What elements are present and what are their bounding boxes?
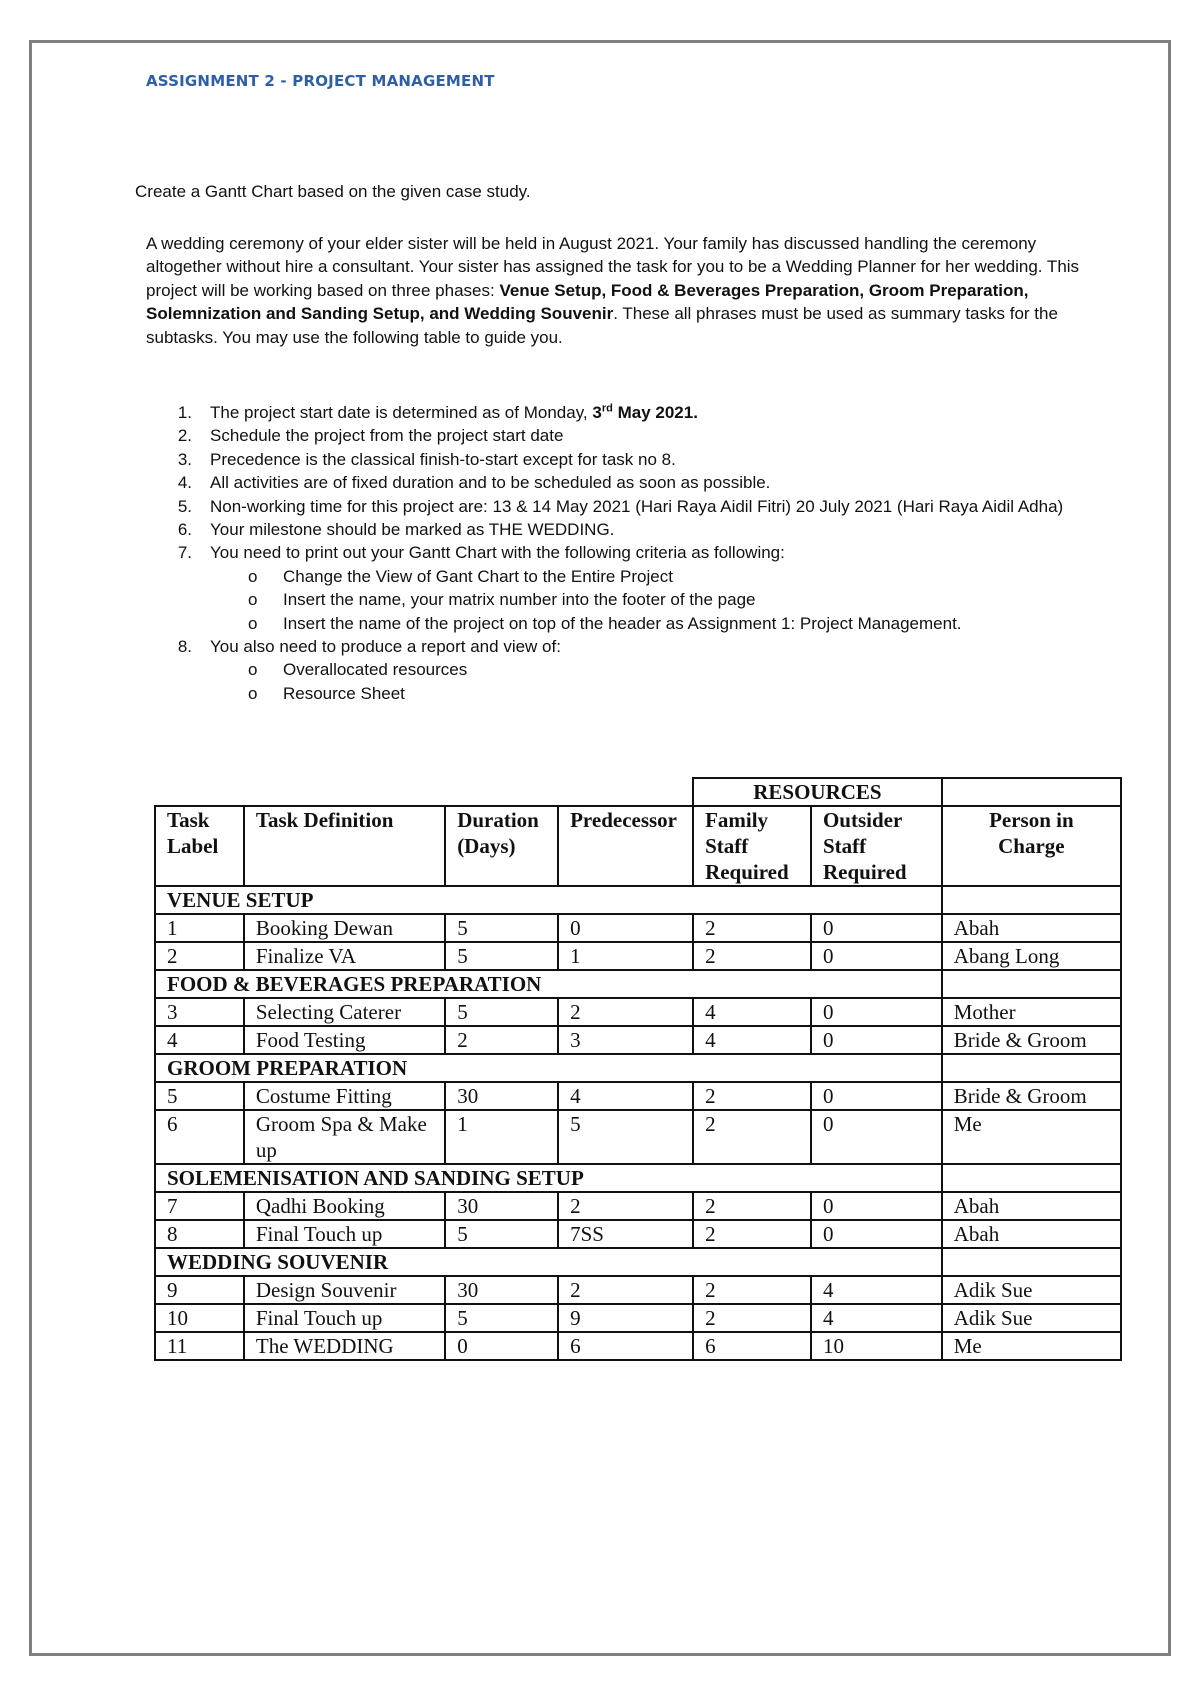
cell-person: Abah [942,914,1121,942]
list-text: Your milestone should be marked as THE WEDDING. [210,520,615,540]
cell-label: 3 [155,998,244,1026]
cell-person: Abang Long [942,942,1121,970]
table-row [155,942,1121,970]
cell-duration: 0 [445,1332,558,1360]
list-item [146,448,1106,471]
table-header-row [155,806,1121,886]
cell-family: 2 [693,942,811,970]
cell-outsider: 0 [811,1026,942,1054]
cell-label: 9 [155,1276,244,1304]
cell-family: 4 [693,1026,811,1054]
cell-definition: Booking Dewan [244,914,445,942]
list-item [146,495,1106,518]
cell-outsider: 0 [811,1192,942,1220]
bullet-icon: o [248,613,258,633]
cell-family: 2 [693,1276,811,1304]
cell-label: 7 [155,1192,244,1220]
cell-label: 5 [155,1082,244,1110]
cell-predecessor: 2 [558,998,693,1026]
cell-person: Adik Sue [942,1276,1121,1304]
table-row [155,1304,1121,1332]
cell-label: 11 [155,1332,244,1360]
bullet-icon: o [248,683,258,703]
bullet-text: Overallocated resources [283,660,468,680]
cell-duration: 1 [445,1110,558,1164]
paragraph-phases: Venue Setup, Food & Beverages Preparation, Groom Preparation, Solemnization and Sanding Setup, and Wedding Souvenir [146,280,1029,324]
list-number: 3. [177,449,192,469]
bullet-text: Change the View of Gant Chart to the Entire Project [283,566,673,586]
cell-duration: 30 [445,1192,558,1220]
list-number: 1. [177,403,192,422]
cell-predecessor: 1 [558,942,693,970]
cell-person: Abah [942,1220,1121,1248]
cell-predecessor: 0 [558,914,693,942]
cell-family: 2 [693,1192,811,1220]
cell-duration: 2 [445,1026,558,1054]
cell-outsider: 0 [811,1220,942,1248]
header-outsider-staff: Outsider Staff Required [811,806,942,886]
cell-family: 2 [693,1110,811,1164]
cell-person: Bride & Groom [942,1026,1121,1054]
sub-bullet [146,658,1106,681]
list-date-sup: rd [601,402,613,415]
list-item [146,518,1106,541]
cell-duration: 5 [445,1220,558,1248]
section-title: GROOM PREPARATION [155,1054,942,1082]
cell-predecessor: 5 [558,1110,693,1164]
list-text: Non-working time for this project are: 13 & 14 May 2021 (Hari Raya Aidil Fitri) 20 July 2021 (Hari Raya Aidil Adha) [210,496,1064,516]
cell-predecessor: 6 [558,1332,693,1360]
cell-definition: Qadhi Booking [244,1192,445,1220]
sub-bullet [146,612,1106,635]
list-number: 7. [177,543,192,563]
list-item [146,471,1106,494]
table-row [155,1220,1121,1248]
cell-label: 8 [155,1220,244,1248]
section-title: WEDDING SOUVENIR [155,1248,942,1276]
cell-outsider: 0 [811,1082,942,1110]
case-study-paragraph [146,232,1106,349]
cell-predecessor: 4 [558,1082,693,1110]
cell-family: 4 [693,998,811,1026]
bullet-icon: o [248,566,258,586]
table-row [155,1082,1121,1110]
cell-definition: Design Souvenir [244,1276,445,1304]
cell-label: 4 [155,1026,244,1054]
header-predecessor: Predecessor [558,806,693,886]
cell-predecessor: 3 [558,1026,693,1054]
cell-label: 6 [155,1110,244,1164]
cell-duration: 5 [445,942,558,970]
cell-predecessor: 2 [558,1276,693,1304]
cell-label: 1 [155,914,244,942]
cell-person: Mother [942,998,1121,1026]
list-text: You need to print out your Gantt Chart with the following criteria as following: [210,543,785,563]
cell-person: Me [942,1110,1121,1164]
cell-duration: 30 [445,1276,558,1304]
cell-outsider: 0 [811,1110,942,1164]
list-text: You also need to produce a report and view of: [210,637,561,657]
list-text: Schedule the project from the project start date [210,426,564,446]
cell-outsider: 4 [811,1276,942,1304]
section-row [155,970,1121,998]
cell-outsider: 0 [811,914,942,942]
resources-header: RESOURCES [693,778,942,806]
table-row [155,1332,1121,1360]
cell-family: 6 [693,1332,811,1360]
table-row [155,1276,1121,1304]
document-header: ASSIGNMENT 2 - PROJECT MANAGEMENT [146,72,495,90]
cell-duration: 5 [445,914,558,942]
table-row [155,1110,1121,1164]
cell-definition: Selecting Caterer [244,998,445,1026]
list-number: 5. [177,496,192,516]
cell-predecessor: 2 [558,1192,693,1220]
cell-definition: The WEDDING [244,1332,445,1360]
list-number: 2. [177,426,192,446]
cell-person: Adik Sue [942,1304,1121,1332]
paragraph-text-2: . These all phrases must be used as summary tasks for the subtasks. You may use the following table to guide you. [146,304,1058,347]
list-item [146,424,1106,447]
section-title: FOOD & BEVERAGES PREPARATION [155,970,942,998]
list-item [146,401,1106,424]
header-person-in-charge: Person in Charge [942,806,1121,886]
table-row [155,914,1121,942]
list-item [146,635,1106,658]
cell-definition: Food Testing [244,1026,445,1054]
cell-person: Me [942,1332,1121,1360]
cell-definition: Groom Spa & Make up [244,1110,445,1164]
cell-family: 2 [693,1304,811,1332]
header-duration: Duration (Days) [445,806,558,886]
cell-outsider: 0 [811,998,942,1026]
header-family-staff: Family Staff Required [693,806,811,886]
cell-label: 10 [155,1304,244,1332]
cell-outsider: 4 [811,1304,942,1332]
list-text: Precedence is the classical finish-to-start except for task no 8. [210,449,676,469]
bullet-text: Insert the name of the project on top of the header as Assignment 1: Project Management. [283,613,962,633]
cell-duration: 5 [445,998,558,1026]
cell-label: 2 [155,942,244,970]
bullet-text: Resource Sheet [283,683,405,703]
instruction-text: Create a Gantt Chart based on the given case study. [135,182,531,201]
sub-bullet [146,682,1106,705]
cell-duration: 5 [445,1304,558,1332]
bullet-text: Insert the name, your matrix number into the footer of the page [283,590,756,610]
resources-header-row [155,778,1121,806]
cell-outsider: 10 [811,1332,942,1360]
cell-duration: 30 [445,1082,558,1110]
table-row [155,1192,1121,1220]
bullet-icon: o [248,590,258,610]
cell-family: 2 [693,1082,811,1110]
list-date-rest: May 2021. [612,403,698,422]
bullet-icon: o [248,660,258,680]
sub-bullet [146,588,1106,611]
section-row [155,1054,1121,1082]
cell-outsider: 0 [811,942,942,970]
list-item [146,541,1106,564]
list-number: 4. [177,473,192,493]
paragraph-text-1: A wedding ceremony of your elder sister will be held in August 2021. Your family has discussed handling the ceremony altogether without hire a consultant. Your sister has assigned the task for you to be a Wedding Planner for her wedding. This project will be working based on three phases: [146,234,1080,300]
table-row [155,998,1121,1026]
sub-bullet [146,565,1106,588]
cell-predecessor: 9 [558,1304,693,1332]
section-row [155,1248,1121,1276]
table-row [155,1026,1121,1054]
task-table [154,777,1122,1361]
section-row [155,886,1121,914]
cell-person: Abah [942,1192,1121,1220]
list-number: 8. [177,637,192,657]
cell-family: 2 [693,914,811,942]
list-date-day: 3 [592,403,602,422]
cell-definition: Costume Fitting [244,1082,445,1110]
header-task-label: Task Label [155,806,244,886]
cell-definition: Final Touch up [244,1220,445,1248]
cell-person: Bride & Groom [942,1082,1121,1110]
section-row [155,1164,1121,1192]
numbered-list [146,401,1106,705]
list-text: All activities are of fixed duration and to be scheduled as soon as possible. [210,473,771,493]
list-number: 6. [177,520,192,540]
cell-family: 2 [693,1220,811,1248]
section-title: VENUE SETUP [155,886,942,914]
section-title: SOLEMENISATION AND SANDING SETUP [155,1164,942,1192]
cell-definition: Final Touch up [244,1304,445,1332]
cell-definition: Finalize VA [244,942,445,970]
header-task-definition: Task Definition [244,806,445,886]
cell-predecessor: 7SS [558,1220,693,1248]
list-text: The project start date is determined as of Monday, [210,403,593,422]
